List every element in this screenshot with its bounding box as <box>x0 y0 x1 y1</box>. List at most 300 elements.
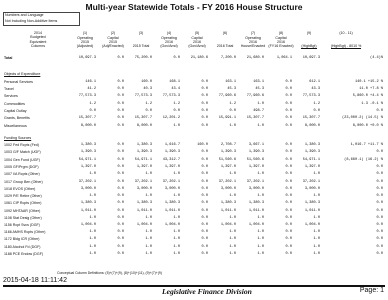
row-label: 1166 AMHS Rcpts (Other) <box>4 230 46 234</box>
table-cell: 0.0 <box>117 216 124 220</box>
row-label: 1007 I/A Rcpts (Other) <box>4 172 40 176</box>
table-cell: 54,971.1 <box>134 158 152 162</box>
table-cell: 1.0 <box>89 194 96 198</box>
table-cell: 0.0 <box>117 245 124 249</box>
table-cell: 498.7 <box>253 109 264 113</box>
table-cell: 1.0 <box>313 230 320 234</box>
table-cell: 1.0 <box>257 194 264 198</box>
table-cell: 0.0 <box>117 209 124 213</box>
column-subheading-text: (HighBgt) <box>301 44 317 49</box>
table-cell: 0.0 <box>117 172 124 176</box>
column-number: (8) <box>278 31 284 35</box>
table-cell: 1.0 <box>313 252 320 256</box>
row-label: 1005 GF/Prgm (DGF) <box>4 165 39 169</box>
table-cell: 0.0 <box>285 194 292 198</box>
table-cell: 1.0 <box>229 230 236 234</box>
table-cell: 1,011.0 <box>164 209 180 213</box>
table-cell: 163.1 <box>253 80 264 84</box>
table-cell: 146.1 <box>85 80 96 84</box>
table-cell: 0.0 <box>201 158 208 162</box>
table-cell: 1.0 <box>229 237 236 241</box>
table-cell: 1.0 <box>229 216 236 220</box>
table-cell: 0.0 <box>376 172 383 176</box>
table-cell: 1.0 <box>173 252 180 256</box>
table-cell: 43.3 <box>311 87 320 91</box>
column-subheading: (Adjusted) <box>76 44 94 49</box>
table-cell: 0.0 <box>285 116 292 120</box>
column-subheading: House/Enacted <box>240 44 266 49</box>
table-cell: 0.0 <box>285 80 292 84</box>
table-cell: 75,200.0 <box>134 56 152 60</box>
table-cell: 1.0 <box>257 245 264 249</box>
table-cell: 21,680.0 <box>246 56 264 60</box>
table-cell: 77,573.3 <box>78 94 96 98</box>
table-cell: 0.0 <box>117 80 124 84</box>
table-cell: 1.0 <box>145 230 152 234</box>
table-cell: 1,390.3 <box>80 150 96 154</box>
column-subheading: Capital <box>191 35 203 40</box>
table-cell: 8,000.0 <box>136 124 152 128</box>
table-cell: 1,380.3 <box>220 201 236 205</box>
column-subheading: (Gov/Amd) <box>188 44 206 49</box>
column-subheading: 2015 <box>81 39 89 44</box>
table-cell: 1,397.0 <box>220 165 236 169</box>
table-cell: 1,011.0 <box>304 209 320 213</box>
row-label: Capital Outlay <box>4 109 27 113</box>
table-cell: 1.0 <box>145 194 152 198</box>
table-cell: 0.0 <box>117 143 124 147</box>
table-cell: 37,202.1 <box>162 180 180 184</box>
table-cell: 37,202.1 <box>134 180 152 184</box>
row-label: Total <box>4 56 13 60</box>
table-cell: 1.2 <box>173 102 180 106</box>
column-number: (3) <box>138 31 144 35</box>
table-cell: 0.0 <box>285 252 292 256</box>
table-cell: 1.0 <box>173 172 180 176</box>
table-cell: 1.0 <box>229 252 236 256</box>
table-cell: 1,380.3 <box>80 143 96 147</box>
column-subheading: 2016 <box>193 39 201 44</box>
table-cell: 43.4 <box>171 87 180 91</box>
table-cell: 0.0 <box>117 124 124 128</box>
table-cell: 37,202.1 <box>78 180 96 184</box>
table-cell: 1.0 <box>229 172 236 176</box>
table-cell: 5,860.0 +4.4 % <box>352 94 383 98</box>
column-number: (1) <box>82 31 88 35</box>
table-cell: 0.0 <box>376 252 383 256</box>
table-cell: 1.3 -0.1 % <box>361 102 383 106</box>
row-label: Personal Services <box>4 80 33 84</box>
column-subheading: Capital <box>107 35 119 40</box>
table-cell: 1,390.3 <box>304 150 320 154</box>
row-label: 1018 EVOS (Other) <box>4 187 36 191</box>
table-cell: 168.1 <box>169 80 180 84</box>
table-cell: 3,000.0 <box>220 187 236 191</box>
table-cell: 1,390.3 <box>248 150 264 154</box>
table-cell: 0.0 <box>201 252 208 256</box>
row-label: 1172 Bldg ICR (Other) <box>4 237 40 241</box>
table-cell: 3,000.0 <box>164 187 180 191</box>
division-name: Legislative Finance Division <box>162 287 252 296</box>
table-cell: 1.0 <box>257 172 264 176</box>
table-cell: 1,380.3 <box>80 201 96 205</box>
table-cell: 0.0 <box>285 223 292 227</box>
table-cell: 1.2 <box>229 102 236 106</box>
column-subheading <box>293 44 325 48</box>
row-label: 1156 Rcpt Svcs (DGF) <box>4 223 40 227</box>
table-cell: 1,390.3 <box>220 150 236 154</box>
table-cell: 0.0 <box>376 165 383 169</box>
table-cell: 8,000.0 <box>80 124 96 128</box>
table-cell: 160.0 <box>141 80 152 84</box>
table-cell: 1.0 <box>313 237 320 241</box>
row-label: 1004 Gen Fund (UGF) <box>4 158 40 162</box>
table-cell: 0.0 <box>117 109 124 113</box>
table-cell: 0.0 <box>201 94 208 98</box>
column-subheading <box>330 44 362 48</box>
table-cell: 0.0 <box>285 165 292 169</box>
table-cell: 0.0 <box>285 94 292 98</box>
row-label: 1017 Group Ben (Other) <box>4 180 43 184</box>
table-cell: 1.0 <box>173 237 180 241</box>
table-cell: 0.0 <box>285 87 292 91</box>
table-cell: 15,307.7 <box>302 116 320 120</box>
table-cell: 0.0 <box>173 109 180 113</box>
table-cell: 1,390.3 <box>136 150 152 154</box>
table-cell: 0.0 <box>117 94 124 98</box>
table-cell: 0.0 <box>376 194 383 198</box>
table-cell: 0.0 <box>285 209 292 213</box>
row-label: Commodities <box>4 102 25 106</box>
table-cell: 1,004.0 <box>80 223 96 227</box>
table-cell: 1.0 <box>173 124 180 128</box>
column-subheading: Capital <box>275 35 287 40</box>
table-cell: 0.0 <box>376 237 383 241</box>
table-cell: 0.0 <box>201 172 208 176</box>
section-heading: Funding Sources <box>4 136 32 140</box>
table-cell: 0.0 <box>201 223 208 227</box>
table-cell: 77,573.3 <box>162 94 180 98</box>
table-cell: 0.0 <box>201 150 208 154</box>
table-cell: 1,004.0 <box>220 223 236 227</box>
table-cell: 1.0 <box>313 194 320 198</box>
row-label: 1061 CIP Rcpts (Other) <box>4 201 42 205</box>
table-cell: 1,380.3 <box>136 143 152 147</box>
table-cell: 0.0 <box>117 165 124 169</box>
table-cell: 1,380.3 <box>304 143 320 147</box>
table-cell: 0.0 <box>285 150 292 154</box>
table-cell: 40.3 <box>143 87 152 91</box>
row-label: 1108 Stat Desig (Other) <box>4 216 42 220</box>
table-cell: 0.0 <box>376 223 383 227</box>
table-cell: 3,000.0 <box>304 187 320 191</box>
table-cell: 1.2 <box>89 102 96 106</box>
table-cell: 45.3 <box>227 87 236 91</box>
table-cell: 1.0 <box>173 194 180 198</box>
table-cell: 51,560.6 <box>218 158 236 162</box>
table-cell: 1,011.0 <box>248 209 264 213</box>
column-subheading-text: (HighBgt) - 8010 % <box>330 44 362 49</box>
table-cell: 0.0 <box>201 201 208 205</box>
column-subheading: (Gov/Amd) <box>160 44 178 49</box>
timestamp: 2015-04-18 11:11:42 <box>3 277 67 284</box>
table-cell: 1,380.3 <box>248 201 264 205</box>
table-cell: 1.0 <box>89 245 96 249</box>
row-label: 1029 P/E Retire (Other) <box>4 194 42 198</box>
table-cell: 8,000.0 <box>304 124 320 128</box>
table-cell: 77,960.6 <box>218 94 236 98</box>
table-cell: 1.2 <box>145 102 152 106</box>
table-cell: 1,004.0 <box>164 223 180 227</box>
row-label: Services <box>4 94 18 98</box>
table-cell: 0.0 <box>201 187 208 191</box>
table-cell: 1.0 <box>229 245 236 249</box>
column-subheading: Operating <box>245 35 261 40</box>
table-cell: 1.0 <box>89 237 96 241</box>
row-label: 1092 MHTAAR (Other) <box>4 209 41 213</box>
side-header-line: Columns <box>30 43 46 48</box>
table-cell: 1.2 <box>313 102 320 106</box>
table-cell: 3,000.0 <box>248 187 264 191</box>
row-label: Travel <box>4 87 14 91</box>
column-subheading: (FY16 Enacted) <box>268 44 294 49</box>
table-cell: 1.0 <box>313 216 320 220</box>
table-cell: 0.0 <box>201 237 208 241</box>
scope-line: Not Including Non-Additive Items <box>5 18 58 23</box>
table-cell: 0.0 <box>285 172 292 176</box>
table-cell: 0.0 <box>201 216 208 220</box>
row-label: Miscellaneous <box>4 124 27 128</box>
column-number: (4) <box>166 31 172 35</box>
table-cell: 1.0 <box>257 252 264 256</box>
table-cell: 37,202.1 <box>218 180 236 184</box>
table-cell: 0.0 <box>285 109 292 113</box>
scope-line: Numbers and Language <box>5 13 44 17</box>
table-cell: 0.0 <box>376 180 383 184</box>
table-cell: 51,560.6 <box>246 158 264 162</box>
row-label: 1003 G/F Match (UGF) <box>4 150 41 154</box>
table-cell: 0.0 <box>117 180 124 184</box>
table-cell: 1.0 <box>89 252 96 256</box>
column-subheading: Operating <box>161 35 177 40</box>
table-cell: 1.0 <box>89 216 96 220</box>
table-cell: 0.0 <box>201 194 208 198</box>
table-cell: 1.0 <box>257 216 264 220</box>
table-cell: 0.0 <box>201 230 208 234</box>
column-subheading: (Adj/Enacted) <box>102 44 124 49</box>
side-header-line: Budgeted <box>30 35 46 40</box>
table-cell: 37,202.1 <box>246 180 264 184</box>
table-cell: 21,180.6 <box>190 56 208 60</box>
table-cell: 0.0 <box>117 187 124 191</box>
column-number: (2) <box>110 31 116 35</box>
table-cell: 0.0 <box>117 56 124 60</box>
column-number: (7) <box>250 31 256 35</box>
table-cell: 77,573.3 <box>302 94 320 98</box>
table-cell: 43,312.7 <box>162 158 180 162</box>
table-cell: 1,004.0 <box>136 223 152 227</box>
page-number: Page: 1 <box>359 287 384 294</box>
column-subheading: 2016 <box>277 39 285 44</box>
table-cell: 1,011.0 <box>80 209 96 213</box>
table-cell: 612.1 <box>309 80 320 84</box>
table-cell: 0.0 <box>376 187 383 191</box>
table-cell: 1.0 <box>257 237 264 241</box>
table-cell: 0.0 <box>201 245 208 249</box>
table-cell: 1,011.0 <box>136 209 152 213</box>
table-cell: 1.0 <box>173 230 180 234</box>
column-subheading: 2016 <box>249 39 257 44</box>
table-cell: 12,201.2 <box>162 116 180 120</box>
table-cell: 0.0 <box>285 245 292 249</box>
row-label: 1180 Alcohol Fd (DGF) <box>4 245 41 249</box>
table-cell: 0.0 <box>89 109 96 113</box>
footer-note: Conceptual Column Definitions: (5)+(7)+(9), (8)+(10)+(11), (9)+(7)+(9) <box>57 271 162 275</box>
table-cell: 1.0 <box>145 252 152 256</box>
table-cell: 0.0 <box>376 216 383 220</box>
table-cell: 0.0 <box>145 109 152 113</box>
table-cell: 0.0 <box>201 209 208 213</box>
table-cell: 0.0 <box>201 180 208 184</box>
table-cell: 54,971.1 <box>78 158 96 162</box>
row-label: 1188 PCE Endow (DGF) <box>4 252 44 256</box>
table-cell: 15,307.7 <box>134 116 152 120</box>
table-cell: 0.0 <box>285 124 292 128</box>
table-cell: 0.0 <box>313 109 320 113</box>
table-cell: 1,016.7 +11.7 % <box>350 143 383 147</box>
table-cell: 3,667.1 <box>248 143 264 147</box>
column-subheading: 2015 <box>109 39 117 44</box>
table-cell: 0.0 <box>229 109 236 113</box>
table-cell: 0.0 <box>285 216 292 220</box>
table-cell: 11.0 +7.8 % <box>359 87 383 91</box>
table-cell: 15,307.7 <box>78 116 96 120</box>
table-cell: 0.0 <box>285 187 292 191</box>
column-subheading: 2016 <box>165 39 173 44</box>
table-cell: 1,397.0 <box>248 165 264 169</box>
table-cell: 0.0 <box>376 230 383 234</box>
report-title: Multi-year Statewide Totals - FY 2016 House Structure <box>85 2 303 12</box>
table-cell: 1,380.3 <box>304 201 320 205</box>
table-cell: 0.0 <box>117 116 124 120</box>
table-cell: 1,380.3 <box>136 201 152 205</box>
column-subheading: Operating <box>77 35 93 40</box>
table-cell: 0.0 <box>285 180 292 184</box>
table-cell: 0.0 <box>285 237 292 241</box>
section-heading: Objects of Expenditure <box>4 72 41 76</box>
table-cell: 1,004.0 <box>248 223 264 227</box>
table-cell: 1.0 <box>173 245 180 249</box>
table-cell: 0.0 <box>117 194 124 198</box>
table-cell: 0.0 <box>117 102 124 106</box>
column-subheading: 2016 Total <box>216 44 234 49</box>
column-number: (5) <box>194 31 200 35</box>
table-cell: 77,960.6 <box>246 94 264 98</box>
table-cell: 1.0 <box>257 230 264 234</box>
table-cell: 1.0 <box>229 124 236 128</box>
table-cell: 1.0 <box>145 216 152 220</box>
table-cell: 0.0 <box>201 116 208 120</box>
table-cell: 37,202.1 <box>302 180 320 184</box>
table-cell: 1.0 <box>145 172 152 176</box>
table-cell: 1.0 <box>89 172 96 176</box>
table-cell: 0.0 <box>117 87 124 91</box>
table-cell: 1,616.7 <box>164 143 180 147</box>
table-cell: 8,000.0 +0.0 % <box>352 124 383 128</box>
table-cell: 15,991.1 <box>218 116 236 120</box>
table-cell: 77,573.3 <box>134 94 152 98</box>
table-cell: 0.0 <box>117 223 124 227</box>
table-cell: 1.0 <box>313 172 320 176</box>
table-cell: 1,390.3 <box>164 150 180 154</box>
table-cell: 1,064.1 <box>276 56 292 60</box>
row-label: Grants, Benefits <box>4 116 30 120</box>
table-cell: 1,004.0 <box>304 223 320 227</box>
side-header-line: 2014 <box>34 31 42 35</box>
table-cell: 1,397.0 <box>304 165 320 169</box>
side-header-line: Equivalent <box>29 39 47 44</box>
table-cell: 2,708.7 <box>220 143 236 147</box>
table-cell: 160.0 <box>197 143 208 147</box>
table-cell: 0.0 <box>173 56 180 60</box>
table-cell: 140.1 +15.2 % <box>354 80 383 84</box>
table-cell: 3,000.0 <box>136 187 152 191</box>
table-cell: 1.0 <box>313 245 320 249</box>
table-cell: 1.0 <box>229 194 236 198</box>
table-cell: (8,660.1) (16.2) % <box>344 158 383 162</box>
report-scope-box <box>3 12 80 26</box>
table-cell: 0.0 <box>201 102 208 106</box>
table-cell: (4.4)% <box>370 56 383 60</box>
table-cell: 0.0 <box>117 237 124 241</box>
table-cell: 45.3 <box>255 87 264 91</box>
table-cell: 1,380.3 <box>164 201 180 205</box>
table-cell: 0.0 <box>285 158 292 162</box>
table-cell: 1,397.0 <box>80 165 96 169</box>
table-cell: 1.0 <box>257 102 264 106</box>
table-cell: 0.0 <box>285 143 292 147</box>
column-number: (10 - 11) <box>339 31 353 35</box>
table-cell: 0.0 <box>201 109 208 113</box>
table-cell: 15,307.7 <box>246 116 264 120</box>
table-cell: 0.0 <box>201 80 208 84</box>
table-cell: 54,971.1 <box>302 158 320 162</box>
table-cell: 0.0 <box>117 158 124 162</box>
table-cell: 1.0 <box>257 124 264 128</box>
table-cell: 1,397.0 <box>136 165 152 169</box>
table-cell: 0.0 <box>376 245 383 249</box>
column-number: (9) <box>306 31 312 35</box>
table-cell: 3,000.0 <box>80 187 96 191</box>
table-cell: 0.0 <box>201 165 208 169</box>
table-cell: 10,697.3 <box>78 56 96 60</box>
table-cell: 0.0 <box>201 87 208 91</box>
table-cell: 41.2 <box>87 87 96 91</box>
column-subheading: 2015 Total <box>132 44 150 49</box>
row-label: 1002 Fed Rcpts (Fed) <box>4 143 39 147</box>
table-cell: 1,011.0 <box>220 209 236 213</box>
table-cell: 163.1 <box>225 80 236 84</box>
table-cell: 0.0 <box>285 230 292 234</box>
table-cell: 1.0 <box>145 245 152 249</box>
table-cell: 1.0 <box>145 237 152 241</box>
table-cell: 0.0 <box>285 201 292 205</box>
table-cell: (23,000.2) (14.5) % <box>342 116 383 120</box>
table-cell: 10,697.3 <box>302 56 320 60</box>
table-cell: 0.0 <box>201 124 208 128</box>
table-cell: 1,397.0 <box>164 165 180 169</box>
table-cell: 0.0 <box>376 209 383 213</box>
